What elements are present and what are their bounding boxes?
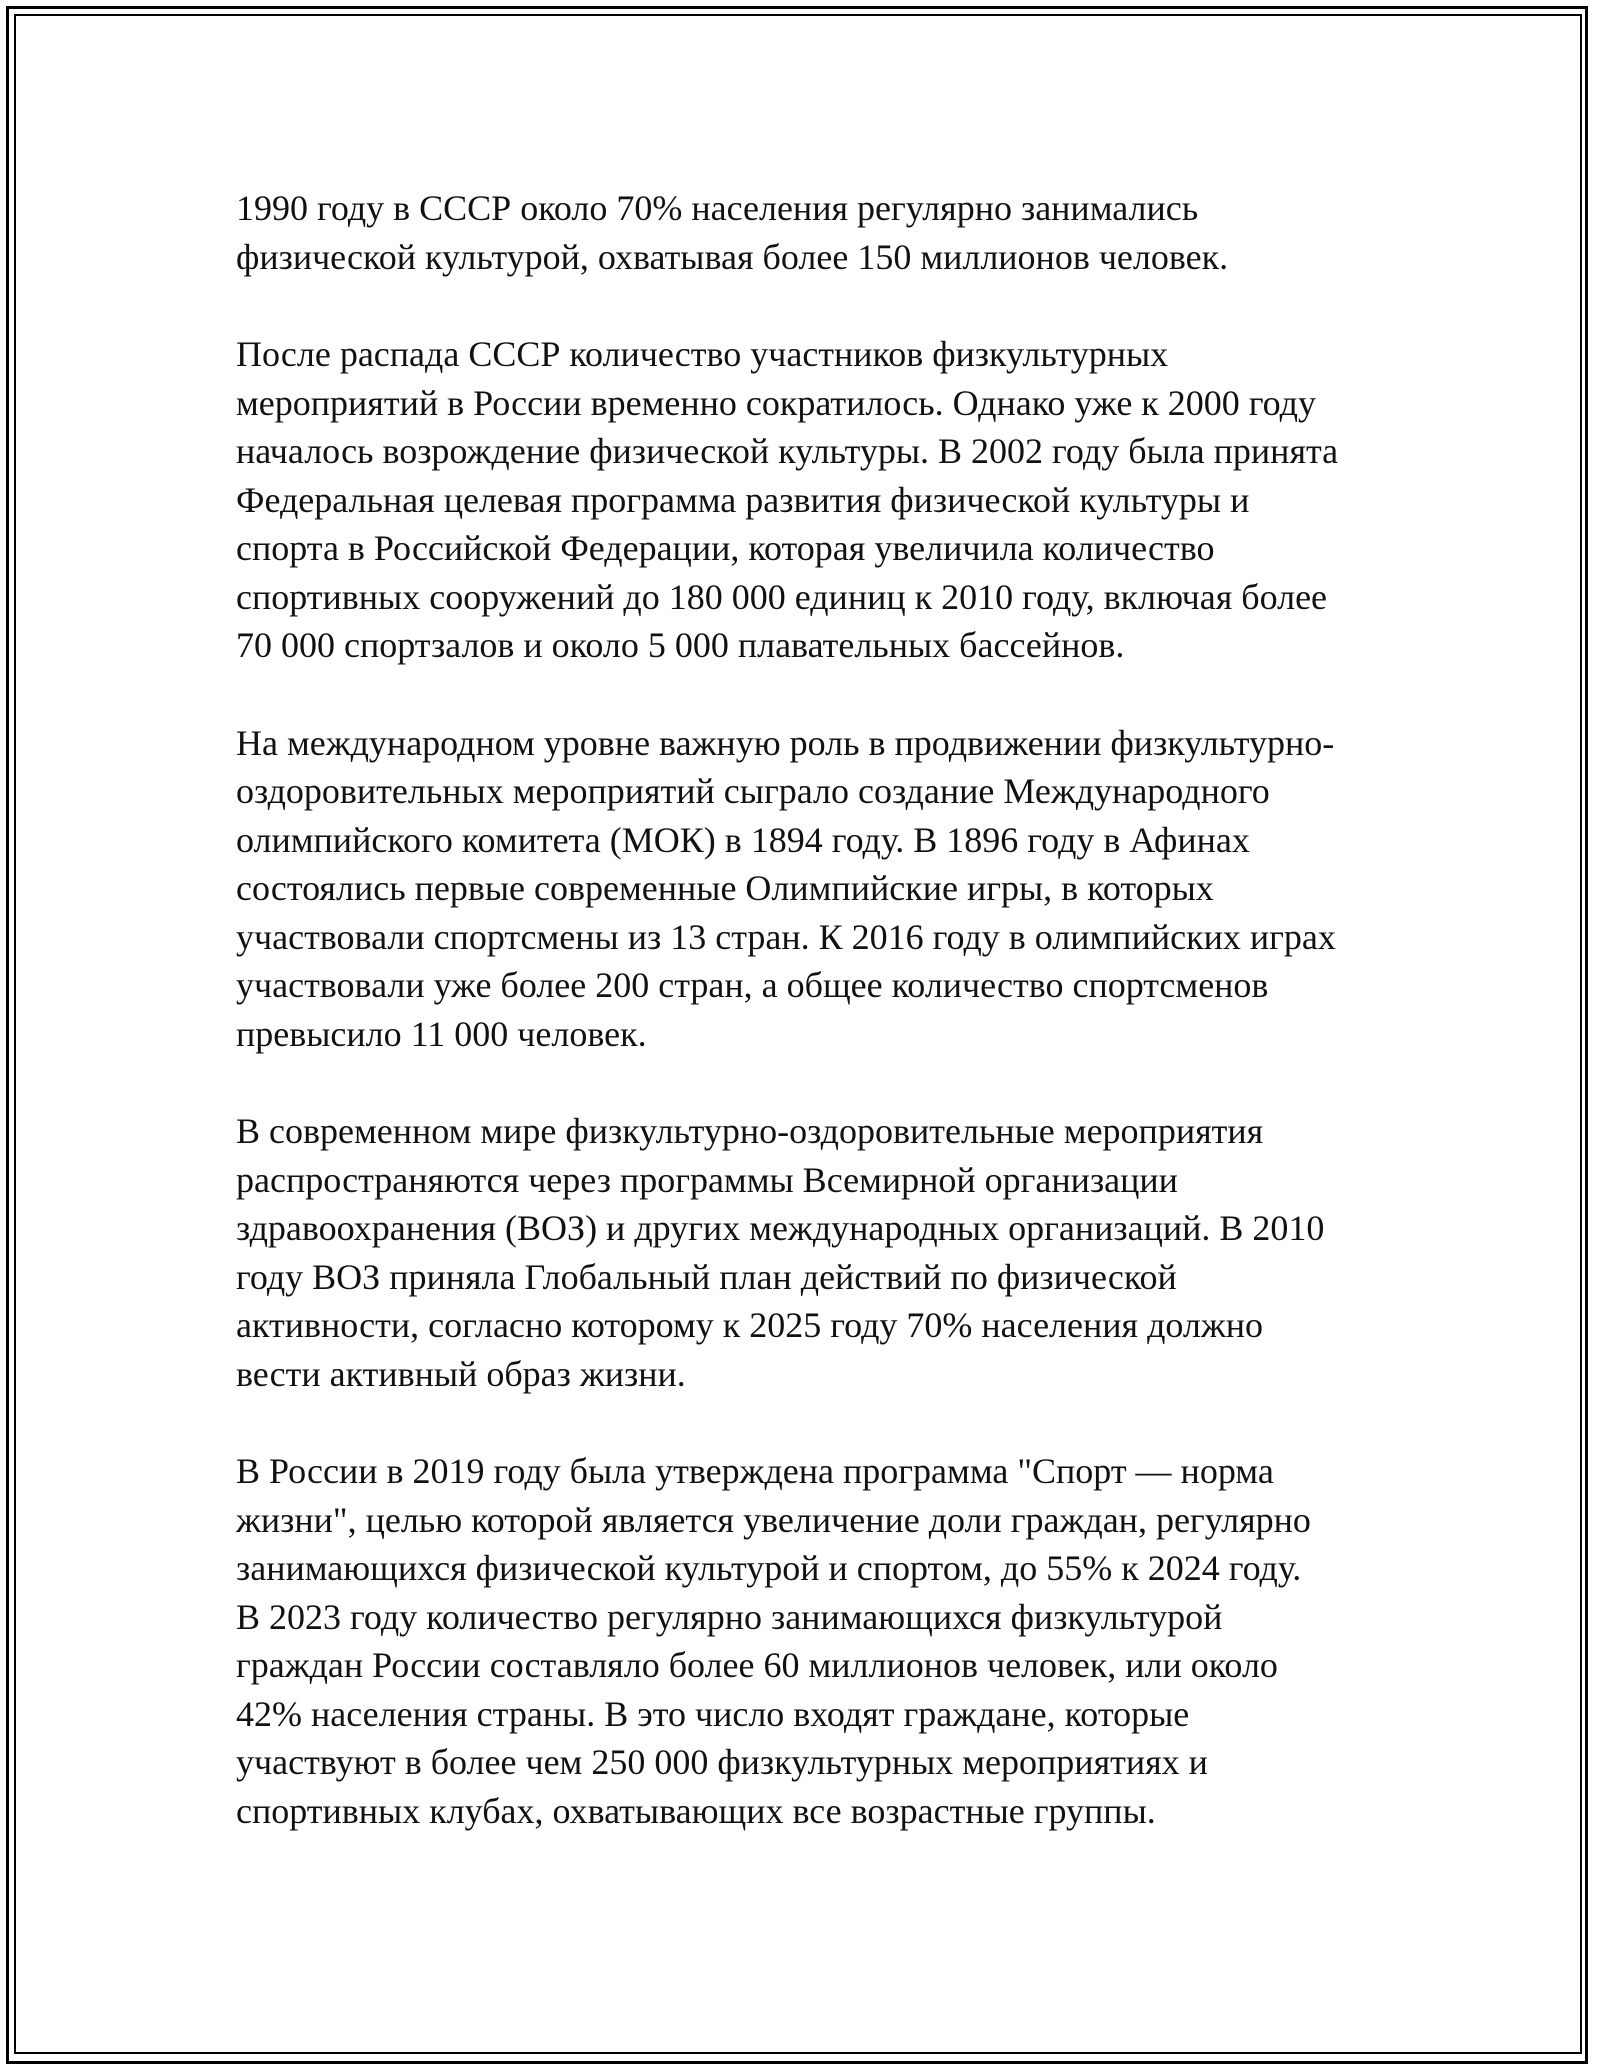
paragraph-sport-norm-of-life: В России в 2019 году была утверждена программа "Спорт — норма жизни", целью которой является увеличение доли граждан, регулярно занимающихся физической культурой и спортом, до 55% к 2024 году. В 2023 году количество регулярно занимающихся физкультурой граждан России составляло более 60 миллионов человек, или около 42% населения страны. В это число входят граждане, которые участвуют в более чем 250 000 физкультурных мероприятиях и спортивных клубах, охватывающих все возрастные группы. (236, 1451, 1311, 1831)
paragraph-who-programs: В современном мире физкультурно-оздоровительные мероприятия распространяются через программы Всемирной организации здравоохранения (ВОЗ) и других международных организаций. В 2010 году ВОЗ приняла Глобальный план действий по физической активности, согласно которому к 2025 году 70% населения должно вести активный образ жизни. (236, 1111, 1325, 1394)
document-body (236, 184, 1396, 1884)
paragraph-russia-after-ussr: После распада СССР количество участников физкультурных мероприятий в России временно сократилось. Однако уже к 2000 году началось возрождение физической культуры. В 2002 году была принята Федеральная целевая программа развития физической культуры и спорта в Российской Федерации, которая увеличила количество спортивных сооружений до 180 000 единиц к 2010 году, включая более 70 000 спортзалов и около 5 000 плавательных бассейнов. (236, 334, 1339, 665)
paragraph-ussr-1990: 1990 году в СССР около 70% населения регулярно занимались физической культурой, охватывая более 150 миллионов человек. (236, 188, 1229, 277)
paragraph-international-ioc: На международном уровне важную роль в продвижении физкультурно- оздоровительных мероприятий сыграло создание Международного олимпийского комитета (МОК) в 1894 году. В 1896 году в Афинах состоялись первые современные Олимпийские игры, в которых участвовали спортсмены из 13 стран. К 2016 году в олимпийских играх участвовали уже более 200 стран, а общее количество спортсменов превысило 11 000 человек. (236, 722, 1336, 1054)
